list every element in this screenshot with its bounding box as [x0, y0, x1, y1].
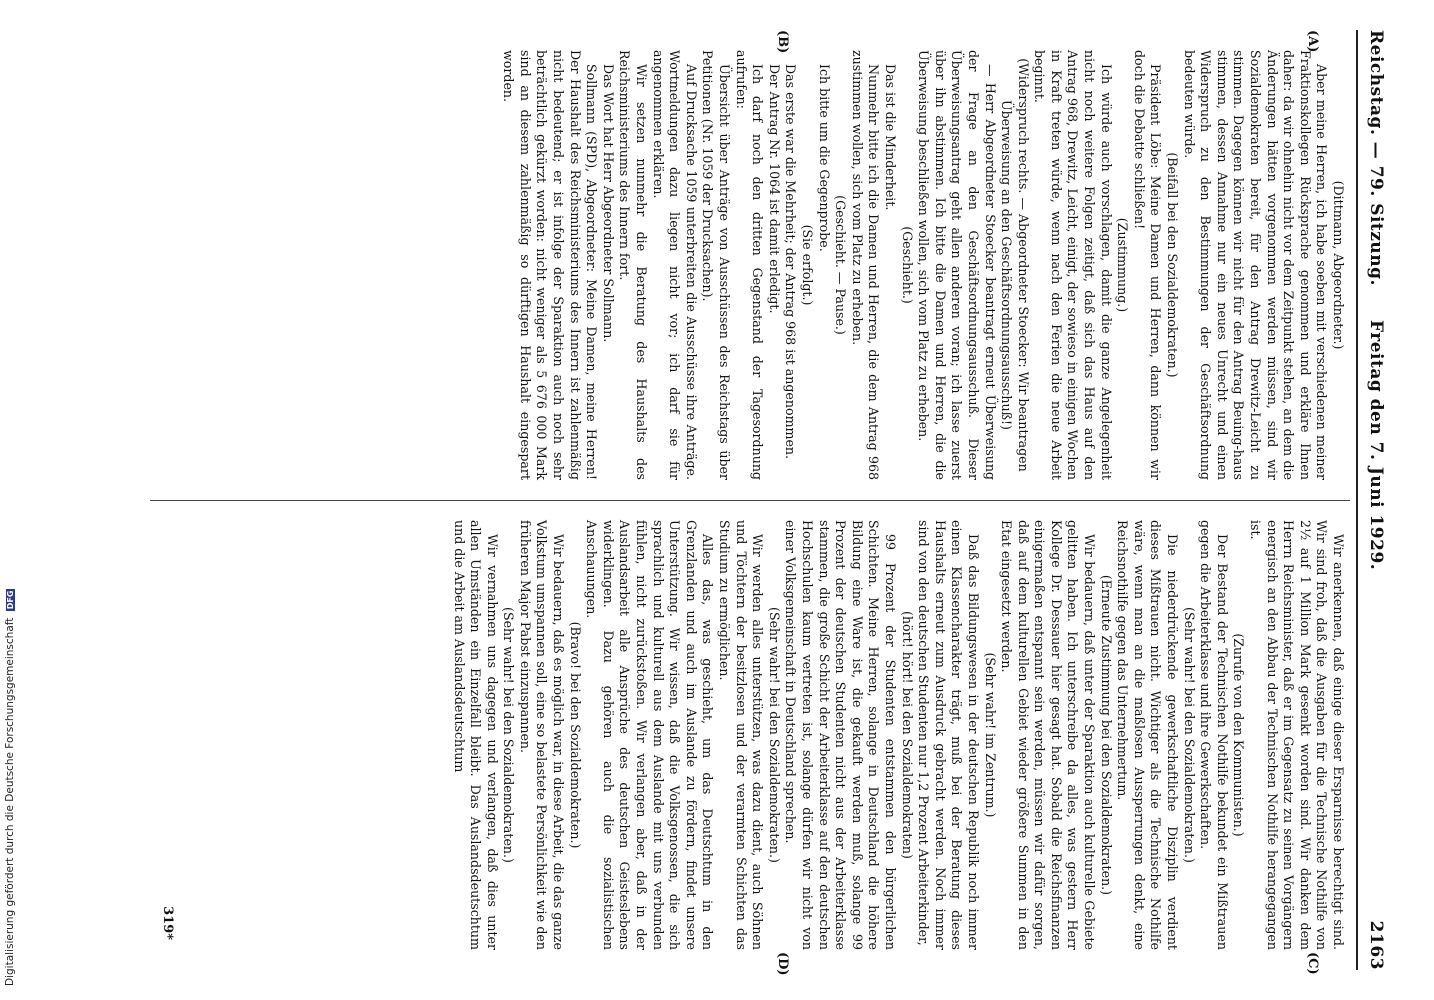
left-column-paragraph: Ich bitte um die Gegenprobe.: [816, 64, 832, 252]
left-column-paragraph: Sollmann (SPD), Abgeordneter: Meine Damen, meine Herren! Der Haushalt des Reichsministeriums des Innern ist zahlenmäßig nicht bedeutend; er ist infolge der Sparaktion auch noch sehr beträchtlich gekürzt worden: nicht weniger als 5 676 000 Mark sind an diesem zahlenmäßig so dürftigen Haushalt eingespart worden.: [501, 50, 600, 480]
right-column-paragraph: Alles das, was geschieht, um das Deutschtum in den Grenzlanden und auch im Auslande zu fördern, findet unsere Unterstützung. Wir wissen, daß die Volksgenossen, die sich sprachlich und kulturell aus dem Auslande mit uns verbunden fühlen, nicht zurückstoßen. Wir verlangen aber, daß in der Auslandsarbeit alle Ansprüche des deutschen Geisteslebens widerklingen. Dazu gehören auch die sozialistischen Anschauungen.: [584, 520, 716, 950]
right-column-paragraph: Wir bedauern, daß es möglich war, in diese Arbeit, die das ganze Volkstum umspannen soll, eine so belastete Persönlichkeit wie den früheren Major Pabst einzuspannen.: [517, 520, 567, 950]
margin-mark-a: (A): [1305, 30, 1320, 53]
margin-mark-c: (C): [1305, 952, 1320, 975]
right-column-paragraph: (Sehr wahr! bei den Sozialdemokraten.): [501, 607, 517, 863]
left-column-paragraph: Das ist die Minderheit.: [882, 64, 898, 211]
right-column-paragraph: (Zurufe von den Kommunisten.): [1231, 633, 1247, 837]
right-column-paragraph: Der Bestand der Technischen Nothilfe bekundet ein Mißtrauen gegen die Arbeiterklasse und ihre Gewerkschaften.: [1198, 520, 1230, 950]
left-column-paragraph: (Geschieht.): [899, 226, 915, 304]
right-column: [450, 520, 1346, 950]
left-column-paragraph: Aber meine Herren, ich habe soeben mit verschiedenen meiner Fraktionskollegen Rücksprache genommen und erkläre Ihnen daher: da wir ohnehin nicht vor dem Zeitpunkt stehen, an dem die Änderungen hätten vorgenommen werden müssen, sind wir Sozialdemokraten bereit, für den Antrag Drewitz-Leicht zu stimmen. Dagegen können wir nicht für den Antrag Beuing-haus stimmen, dessen Annahme nur ein neues Unrecht und einen Widerspruch zu den Bestimmungen der Geschäftsordnung bedeuten würde.: [1181, 50, 1330, 480]
right-column-paragraph: Wir anerkennen, daß einige dieser Ersparnisse berechtigt sind. Wir sind froh, daß die Ausgaben für die Technische Nothilfe von 2½ auf 1 Million Mark gesenkt worden sind. Wir danken dem Herrn Reichsminister, daß er im Gegensatz zu seinen Vorgängern energisch an den Abbau der Technischen Nothilfe herangegangen ist.: [1248, 520, 1346, 950]
right-column-paragraph: Wir bedauern, daß unter der Sparaktion auch kulturelle Gebiete gelitten haben. Ich unterschreibe da alles, was gestern Herr Kollege Dr. Dessauer hier gesagt hat. Sobald die Reichsfinanzen einigermaßen entspannt sein werden, müssen wir dafür sorgen, daß auf dem kulturellen Gebiet wieder größere Summen in den Etat eingesetzt werden.: [999, 520, 1098, 950]
left-column-paragraph: Nunmehr bitte ich die Damen und Herren, die dem Antrag 968 zustimmen wollen, sich vom Platz zu erheben.: [849, 50, 882, 480]
right-column-paragraph: (Sehr wahr! im Zentrum.): [982, 652, 998, 818]
header-left: Reichstag. — 79. Sitzung.: [1366, 30, 1386, 286]
left-column-paragraph: Präsident Löbe: Meine Damen und Herren, dann können wir doch die Debatte schließen!: [1131, 50, 1164, 480]
left-column-paragraph: — Herr Abgeordneter Stoecker beantragt erneut Überweisung der Frage an den Geschäftsordnungsausschuß. Dieser Überweisungsantrag geht allen anderen voran; ich lasse zuerst über ihn abstimmen. Ich bitte die Damen und Herren, die die Überweisung beschließen wollen, sich vom Platz zu erheben.: [916, 50, 998, 480]
left-column-paragraph: Das erste war die Mehrheit; der Antrag 968 ist angenommen.: [783, 64, 799, 460]
digitization-text: Digitalisierung gefördert durch die Deutsche Forschungsgemeinschaft: [4, 617, 16, 986]
left-column-paragraph: (Dittmann, Abgeordneter.): [1331, 180, 1346, 350]
right-column-paragraph: (Bravo! bei den Sozialdemokraten.): [567, 621, 583, 849]
right-column-paragraph: Daß das Bildungswesen in der deutschen Republik noch immer einen Klassencharakter trägt, muß bei der Beratung dieses Haushalts erneut zum Ausdruck gebracht werden. Noch immer sind von den deutschen Studenten nur 1,2 Prozent Arbeiterkinder,: [916, 520, 981, 950]
right-column-paragraph: (Sehr wahr! bei den Sozialdemokraten.): [1181, 607, 1197, 863]
right-column-paragraph: Wir werden alles unterstützen, was dazu dient, auch Söhnen und Töchtern der besitzlosen und der verarmten Schichten das Studium zu ermöglichen.: [717, 520, 766, 950]
left-column: [500, 50, 1346, 480]
left-column-paragraph: Der Antrag Nr. 1064 ist damit erledigt.: [766, 64, 782, 314]
right-column-paragraph: 99 Prozent der Studenten entstammen den bürgerlichen Schichten. Meine Herren, solange in Deutschland die höhere Bildung eine Ware ist, die gekauft werden muß, solange 99 Prozent der deutschen Studenten nicht aus der Arbeiterklasse stammen, die große Schicht der Arbeiterklasse auf den deutschen Hochschulen kaum vertreten ist, solange dürfen wir nicht von einer Volksgemeinschaft in Deutschland sprechen.: [783, 520, 898, 950]
dfg-logo: DFG: [5, 590, 15, 610]
digitization-credit: [4, 590, 20, 986]
column-divider: [150, 500, 1350, 501]
left-column-paragraph: Ich würde auch vorschlagen, damit die ganze Angelegenheit nicht noch weitere Folgen zeitigt, daß sich das Haus auf den Antrag 968, Drewitz, Leicht, einigt, der sowieso in einigen Wochen in Kraft treten würde, wenn nach den Ferien die neue Arbeit beginnt.: [1032, 50, 1114, 480]
page-number: 2163: [1366, 920, 1386, 970]
left-column-paragraph: Wir setzen nunmehr die Beratung des Haushalts des Reichsministeriums des Innern fort.: [617, 50, 650, 480]
header-rule: [1356, 30, 1358, 970]
left-column-paragraph: Auf Drucksache 1059 unterbreiten die Ausschüsse ihre Anträge. Wortmeldungen dazu liegen nicht vor; ich darf sie für angenommen erklären.: [650, 50, 699, 480]
page-header: [1360, 30, 1390, 970]
rotated-document: [130, 30, 1390, 976]
left-column-paragraph: (Zustimmung.): [1115, 217, 1131, 313]
margin-mark-d: (D): [775, 952, 790, 976]
left-column-paragraph: Das Wort hat Herr Abgeordneter Sollmann.: [600, 64, 616, 343]
right-column-paragraph: Die niederdrückende gewerkschaftliche Disziplin verdient dieses Mißtrauen nicht. Wichtiger als die Technische Nothilfe wäre, wenn man an die maßlosen Aussperrungen denkt, eine Reichsnothilfe gegen das Unternehmertum.: [1115, 520, 1181, 950]
left-column-paragraph: (Widerspruch rechts. — Abgeordneter Stoecker: Wir beantragen Überweisung an den Geschäftsordnungsausschuß!): [999, 58, 1031, 472]
left-column-paragraph: (Geschieht. — Pause.): [833, 195, 849, 335]
header-date: Freitag den 7. Juni 1929.: [1366, 320, 1386, 571]
right-column-paragraph: (Sehr wahr! bei den Sozialdemokraten.): [766, 607, 782, 863]
right-column-paragraph: (Erneute Zustimmung bei den Sozialdemokraten.): [1098, 574, 1114, 896]
margin-mark-b: (B): [775, 30, 790, 54]
signature-mark: 319*: [160, 906, 175, 940]
left-column-paragraph: (Beifall bei den Sozialdemokraten.): [1165, 152, 1181, 378]
left-column-paragraph: Ich darf noch den dritten Gegenstand der Tagesordnung aufrufen:: [733, 50, 766, 480]
left-column-paragraph: Übersicht über Anträge von Ausschüssen des Reichstags über Petitionen (Nr. 1059 der Drucksachen).: [700, 50, 733, 480]
left-column-paragraph: (Sie erfolgt.): [800, 224, 815, 306]
right-column-paragraph: (hört! hört! bei den Sozialdemokraten): [899, 611, 915, 859]
right-column-paragraph: Wir vernahmen uns dagegen und verlangen, daß dies unter allen Umständen ein Einzelfall bleibt. Das Auslandsdeutschtum und die Arbeit am Auslandsdeutschtum: [451, 520, 500, 950]
